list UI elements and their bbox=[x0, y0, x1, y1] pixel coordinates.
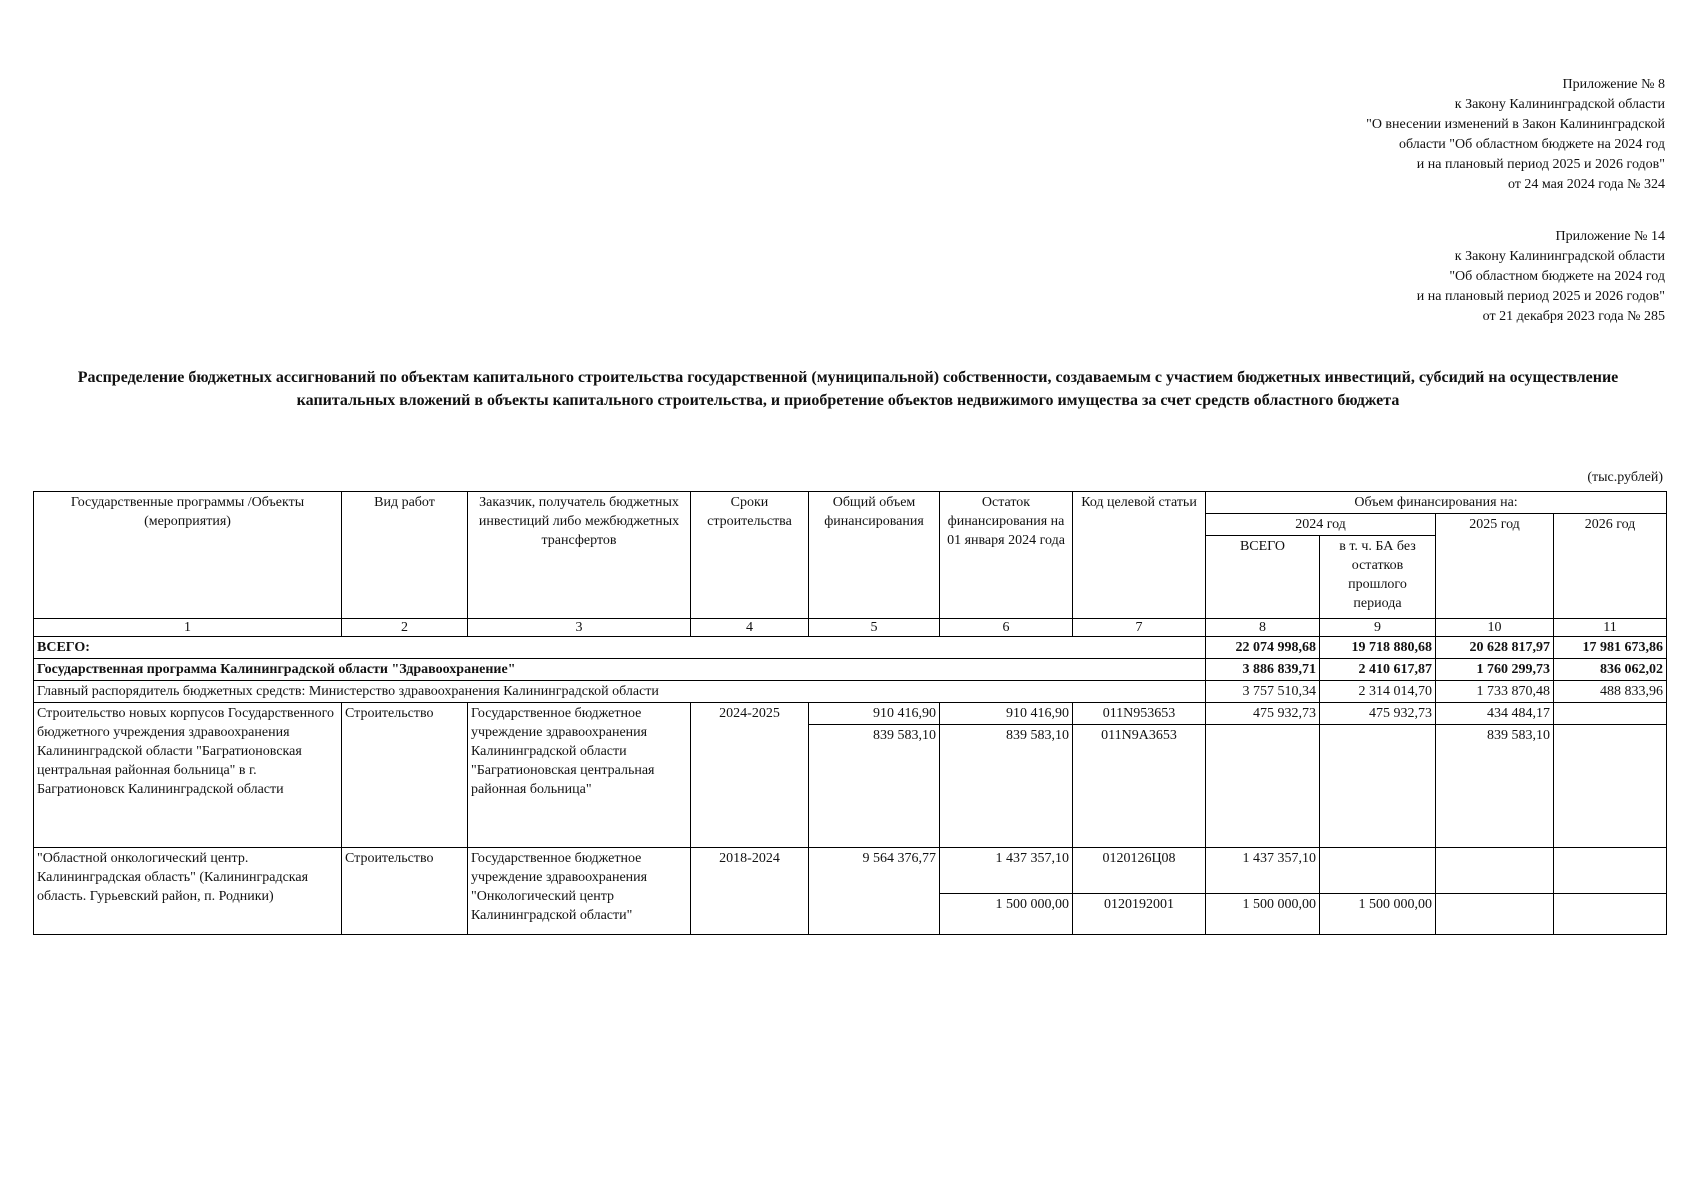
column-number: 11 bbox=[1554, 619, 1667, 637]
object-2-code: 0120126Ц08 bbox=[1073, 848, 1206, 894]
object-1-2025-2: 839 583,10 bbox=[1436, 725, 1554, 848]
object-1-code: 011N953653 bbox=[1073, 703, 1206, 725]
budget-table bbox=[33, 491, 1667, 935]
column-number: 1 bbox=[34, 619, 342, 637]
header-year-2024: 2024 год bbox=[1206, 514, 1436, 536]
object-1-2025: 434 484,17 bbox=[1436, 703, 1554, 725]
header-year-2025: 2025 год bbox=[1436, 514, 1554, 619]
total-2025: 20 628 817,97 bbox=[1436, 637, 1554, 659]
object-1-2024-incl-2 bbox=[1320, 725, 1436, 848]
manager-label: Главный распорядитель бюджетных средств: Министерство здравоохранения Калининградской области bbox=[34, 681, 1206, 703]
column-number-row bbox=[34, 619, 1667, 637]
header-work-type: Вид работ bbox=[342, 492, 468, 619]
object-2-2024-all: 1 437 357,10 bbox=[1206, 848, 1320, 894]
manager-row bbox=[34, 681, 1667, 703]
object-2-row-1 bbox=[34, 848, 1667, 894]
object-2-code-2: 0120192001 bbox=[1073, 894, 1206, 935]
program-2024-incl: 2 410 617,87 bbox=[1320, 659, 1436, 681]
object-1-2026-2 bbox=[1554, 725, 1667, 848]
column-number: 4 bbox=[691, 619, 809, 637]
object-2-2024-all-2: 1 500 000,00 bbox=[1206, 894, 1320, 935]
appendix-8-line: от 24 мая 2024 года № 324 bbox=[1507, 177, 1665, 192]
program-2024-all: 3 886 839,71 bbox=[1206, 659, 1320, 681]
appendix-14-line: и на плановый период 2025 и 2026 годов" bbox=[1416, 289, 1665, 304]
object-1-2024-all-2 bbox=[1206, 725, 1320, 848]
object-2-2025 bbox=[1436, 848, 1554, 894]
object-1-2026 bbox=[1554, 703, 1667, 725]
column-number: 7 bbox=[1073, 619, 1206, 637]
column-number: 9 bbox=[1320, 619, 1436, 637]
column-number: 6 bbox=[940, 619, 1073, 637]
appendix-8-line: к Закону Калининградской области bbox=[1454, 97, 1665, 112]
header-customer: Заказчик, получатель бюджетных инвестиций либо межбюджетных трансфертов bbox=[468, 492, 691, 619]
column-number: 2 bbox=[342, 619, 468, 637]
total-2024-incl: 19 718 880,68 bbox=[1320, 637, 1436, 659]
object-1-name: Строительство новых корпусов Государственного бюджетного учреждения здравоохранения Калининградской области "Багратионовская центральная районная больница" в г. Багратионовск Калининградской области bbox=[34, 703, 342, 848]
header-remainder: Остаток финансирования на 01 января 2024 года bbox=[940, 492, 1073, 619]
appendix-8-line: и на плановый период 2025 и 2026 годов" bbox=[1416, 157, 1665, 172]
object-2-2026-2 bbox=[1554, 894, 1667, 935]
header-total-2024: ВСЕГО bbox=[1206, 536, 1320, 619]
object-1-total-volume: 910 416,90 bbox=[809, 703, 940, 725]
manager-2025: 1 733 870,48 bbox=[1436, 681, 1554, 703]
object-1-row-1 bbox=[34, 703, 1667, 725]
manager-2026: 488 833,96 bbox=[1554, 681, 1667, 703]
object-1-2024-all: 475 932,73 bbox=[1206, 703, 1320, 725]
column-number: 8 bbox=[1206, 619, 1320, 637]
appendix-8-line: "О внесении изменений в Закон Калининградской bbox=[1366, 117, 1665, 132]
object-2-work-type: Строительство bbox=[342, 848, 468, 935]
total-2024-all: 22 074 998,68 bbox=[1206, 637, 1320, 659]
object-1-code-2: 011N9A3653 bbox=[1073, 725, 1206, 848]
object-1-customer: Государственное бюджетное учреждение здравоохранения Калининградской области "Багратионовская центральная районная больница" bbox=[468, 703, 691, 848]
appendix-8-line: Приложение № 8 bbox=[1562, 77, 1665, 92]
header-financing: Объем финансирования на: bbox=[1206, 492, 1667, 514]
appendix-8-header bbox=[1366, 75, 1665, 195]
header-code: Код целевой статьи bbox=[1073, 492, 1206, 619]
appendix-14-line: "Об областном бюджете на 2024 год bbox=[1449, 269, 1665, 284]
object-1-remainder: 910 416,90 bbox=[940, 703, 1073, 725]
header-incl-2024: в т. ч. БА без остатков прошлого периода bbox=[1320, 536, 1436, 619]
object-1-2024-incl: 475 932,73 bbox=[1320, 703, 1436, 725]
object-2-remainder: 1 437 357,10 bbox=[940, 848, 1073, 894]
object-1-total-volume-2: 839 583,10 bbox=[809, 725, 940, 848]
object-1-work-type: Строительство bbox=[342, 703, 468, 848]
appendix-14-line: Приложение № 14 bbox=[1555, 229, 1665, 244]
object-2-remainder-2: 1 500 000,00 bbox=[940, 894, 1073, 935]
appendix-14-line: к Закону Калининградской области bbox=[1454, 249, 1665, 264]
object-2-customer: Государственное бюджетное учреждение здравоохранения "Онкологический центр Калининградской области" bbox=[468, 848, 691, 935]
object-2-total-volume: 9 564 376,77 bbox=[809, 848, 940, 935]
column-number: 3 bbox=[468, 619, 691, 637]
column-number: 5 bbox=[809, 619, 940, 637]
total-2026: 17 981 673,86 bbox=[1554, 637, 1667, 659]
program-row bbox=[34, 659, 1667, 681]
object-2-2026 bbox=[1554, 848, 1667, 894]
document-title: Распределение бюджетных ассигнований по объектам капитального строительства государственной (муниципальной) собственности, создаваемым с участием бюджетных инвестиций, субсидий на осуществление капитальных вложений в объекты капитального строительства, и приобретение объектов недвижимого имущества за счет средств областного бюджета bbox=[77, 369, 1619, 409]
appendix-8-line: области "Об областном бюджете на 2024 год bbox=[1399, 137, 1665, 152]
header-programs: Государственные программы /Объекты (мероприятия) bbox=[34, 492, 342, 619]
total-label: ВСЕГО: bbox=[34, 637, 1206, 659]
appendix-14-line: от 21 декабря 2023 года № 285 bbox=[1482, 309, 1665, 324]
program-2025: 1 760 299,73 bbox=[1436, 659, 1554, 681]
object-2-terms: 2018-2024 bbox=[691, 848, 809, 935]
header-year-2026: 2026 год bbox=[1554, 514, 1667, 619]
object-2-2024-incl-2: 1 500 000,00 bbox=[1320, 894, 1436, 935]
object-1-remainder-2: 839 583,10 bbox=[940, 725, 1073, 848]
column-number: 10 bbox=[1436, 619, 1554, 637]
manager-2024-incl: 2 314 014,70 bbox=[1320, 681, 1436, 703]
manager-2024-all: 3 757 510,34 bbox=[1206, 681, 1320, 703]
object-2-2024-incl bbox=[1320, 848, 1436, 894]
header-total-volume: Общий объем финансирования bbox=[809, 492, 940, 619]
total-row bbox=[34, 637, 1667, 659]
program-2026: 836 062,02 bbox=[1554, 659, 1667, 681]
object-2-2025-2 bbox=[1436, 894, 1554, 935]
units-label: (тыс.рублей) bbox=[1587, 470, 1663, 485]
object-1-terms: 2024-2025 bbox=[691, 703, 809, 848]
header-terms: Сроки строительства bbox=[691, 492, 809, 619]
object-2-name: "Областной онкологический центр. Калининградская область" (Калининградская область. Гурьевский район, п. Родники) bbox=[34, 848, 342, 935]
program-label: Государственная программа Калининградской области "Здравоохранение" bbox=[34, 659, 1206, 681]
appendix-14-header bbox=[1417, 227, 1665, 327]
